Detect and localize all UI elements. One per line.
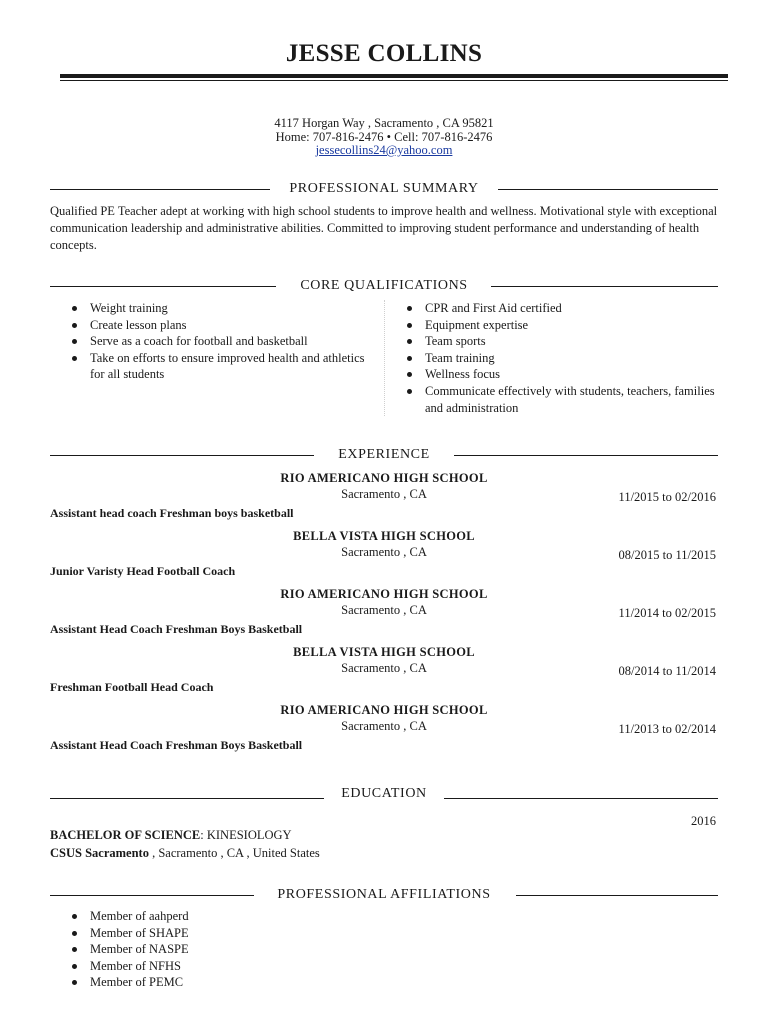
bullet-icon	[407, 323, 412, 328]
job-title: Freshman Football Head Coach	[50, 680, 214, 694]
section-title: CORE QUALIFICATIONS	[286, 278, 481, 293]
job-title: Assistant Head Coach Freshman Boys Basketball	[50, 738, 303, 752]
list-item-text: Member of SHAPE	[90, 925, 189, 940]
job-title: Assistant Head Coach Freshman Boys Basketball	[50, 622, 303, 636]
list-item	[50, 300, 380, 317]
list-item-text: Member of PEMC	[90, 975, 184, 990]
list-item-text: Member of aahperd	[90, 909, 189, 923]
job-dates: 08/2014 to 11/2014	[618, 664, 716, 678]
list-item	[385, 383, 719, 416]
address: 4117 Horgan Way , Sacramento , CA 95821	[274, 116, 494, 130]
school-location: , Sacramento , CA , United States	[148, 846, 320, 860]
list-item	[50, 317, 380, 334]
list-item	[50, 350, 380, 383]
list-item-text: CPR and First Aid certified	[425, 301, 562, 315]
list-item-text: Team sports	[425, 334, 486, 349]
list-item	[50, 974, 450, 991]
degree: BACHELOR OF SCIENCE	[50, 828, 201, 842]
job-dates: 11/2014 to 02/2015	[618, 606, 716, 620]
job-dates: 11/2013 to 02/2014	[618, 722, 716, 736]
qualifications-right-column	[384, 300, 719, 416]
list-item-text: Wellness focus	[425, 367, 501, 382]
bullet-icon	[407, 306, 412, 311]
bullet-icon	[72, 964, 77, 969]
section-title: PROFESSIONAL SUMMARY	[275, 181, 492, 196]
section-title: EDUCATION	[327, 786, 441, 801]
list-item	[50, 958, 450, 975]
list-item-text: Weight training	[90, 301, 168, 315]
list-item-text: Equipment expertise	[425, 317, 529, 332]
job-location: Sacramento , CA	[341, 603, 427, 617]
list-item	[50, 333, 380, 350]
list-item	[385, 317, 719, 334]
job-entry	[50, 703, 718, 761]
job-location: Sacramento , CA	[341, 487, 427, 501]
bullet-icon	[407, 372, 412, 377]
job-entry	[50, 529, 718, 587]
employer: BELLA VISTA HIGH SCHOOL	[293, 645, 475, 659]
list-item	[385, 366, 719, 383]
list-item-text: Take on efforts to ensure improved health and athletics for all students	[90, 350, 365, 382]
job-entry	[50, 645, 718, 703]
list-item-text: Create lesson plans	[90, 317, 187, 332]
qualifications-right-list	[385, 300, 719, 416]
school-line	[50, 846, 320, 861]
affiliations-list	[50, 908, 450, 991]
list-item	[385, 350, 719, 367]
bullet-icon	[407, 339, 412, 344]
bullet-icon	[72, 914, 77, 919]
resume-page	[50, 0, 718, 1024]
job-entry	[50, 471, 718, 529]
degree-line	[50, 828, 292, 843]
bullet-icon	[72, 339, 77, 344]
qualifications-section-header	[50, 277, 718, 295]
list-item	[50, 941, 450, 958]
bullet-icon	[72, 323, 77, 328]
phone-line: Home: 707-816-2476 • Cell: 707-816-2476	[275, 129, 493, 144]
section-title: PROFESSIONAL AFFILIATIONS	[263, 887, 504, 902]
list-item	[50, 925, 450, 942]
job-entry	[50, 587, 718, 645]
list-item-text: Serve as a coach for football and basketball	[90, 334, 308, 349]
email-link[interactable]: jessecollins24@yahoo.com	[315, 143, 453, 157]
job-dates: 08/2015 to 11/2015	[618, 548, 716, 562]
graduation-year: 2016	[691, 814, 716, 828]
job-title: Junior Varisty Head Football Coach	[50, 564, 236, 578]
affiliations-section-header	[50, 886, 718, 904]
name-divider-thin	[60, 80, 728, 81]
bullet-icon	[407, 356, 412, 361]
qualifications-left-column	[50, 300, 380, 383]
bullet-icon	[72, 931, 77, 936]
list-item-text: Team training	[425, 350, 495, 365]
employer: RIO AMERICANO HIGH SCHOOL	[280, 471, 488, 485]
job-location: Sacramento , CA	[341, 719, 427, 733]
job-location: Sacramento , CA	[341, 661, 427, 675]
employer: BELLA VISTA HIGH SCHOOL	[293, 529, 475, 543]
job-dates: 11/2015 to 02/2016	[618, 490, 716, 504]
name-divider-thick	[60, 74, 728, 78]
contact-block	[50, 117, 718, 158]
list-item	[385, 333, 719, 350]
degree-field: : KINESIOLOGY	[200, 828, 292, 842]
education-section-header	[50, 786, 718, 807]
bullet-icon	[72, 980, 77, 985]
list-item-text: Communicate effectively with students, teachers, families and administration	[425, 383, 715, 415]
bullet-icon	[72, 356, 77, 361]
list-item	[50, 908, 450, 925]
school-name: CSUS Sacramento	[50, 846, 149, 860]
job-location: Sacramento , CA	[341, 545, 427, 559]
employer: RIO AMERICANO HIGH SCHOOL	[280, 587, 488, 601]
summary-text: Qualified PE Teacher adept at working with high school students to improve health and wellness. Motivational style with exceptional communication leadership and administrative abilities. Committed to improving student performance and understanding of health concepts.	[50, 204, 718, 252]
job-title: Assistant head coach Freshman boys basketball	[50, 506, 294, 520]
list-item-text: Member of NFHS	[90, 958, 181, 973]
list-item	[385, 300, 719, 317]
summary-section-header	[50, 180, 718, 198]
experience-section-header	[50, 446, 718, 464]
bullet-icon	[72, 306, 77, 311]
qualifications-left-list	[50, 300, 380, 383]
affiliations-list-wrap	[50, 908, 450, 991]
bullet-icon	[407, 389, 412, 394]
employer: RIO AMERICANO HIGH SCHOOL	[280, 703, 488, 717]
candidate-name: JESSE COLLINS	[285, 40, 483, 67]
list-item-text: Member of NASPE	[90, 942, 189, 957]
bullet-icon	[72, 947, 77, 952]
section-title: EXPERIENCE	[324, 447, 444, 462]
